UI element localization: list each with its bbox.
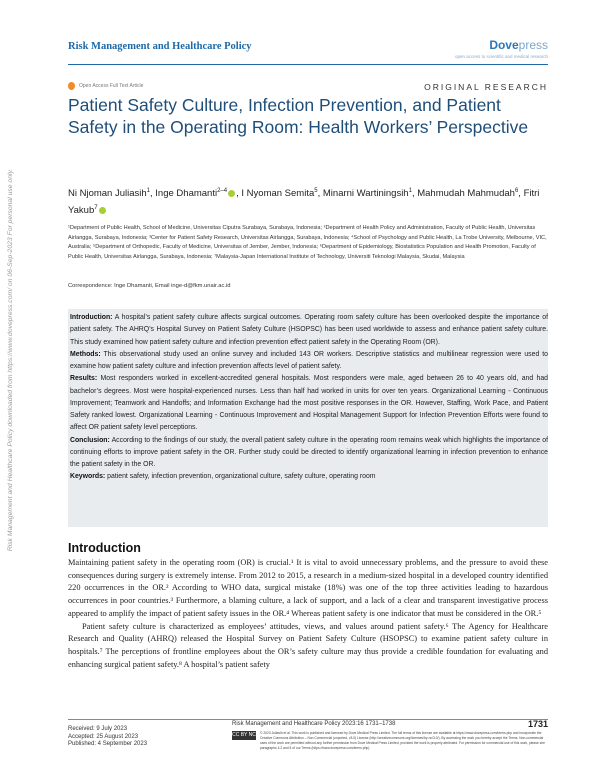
author-affiliation-marker: 1 (146, 188, 151, 194)
affiliations: ¹Department of Public Health, School of Medicine, Universitas Ciputra Surabaya, Surabaya, Indonesia; ²Department of Health Policy and Administration, Faculty of Public Health, Universitas Airlangga, Surabaya, Indonesia; ³Center for Patient Safety Research, Universitas Airlangga, Surabaya, Indonesia; ⁴School of Psychology and Public Health, La Trobe University, Melbourne, VIC, Australia; ⁵Department of Orthopedic, Faculty of Medicine, Universitas of Jember, Jember, Indonesia; ⁶Department of Epidemiology, Biostatistics Population and Health Promotion, Faculty of Public Health, Universitas Airlangga, Surabaya, Indonesia; ⁷Malaysia-Japan International Institute of Technology, Universiti Teknologi Malaysia, Skudai, Malaysia (68, 225, 547, 260)
abstract-section: Methods: This observational study used an online survey and included 143 OR workers. Descriptive statistics and multilinear regression were used to examine how patient safety culture and infection prevention affects level of patient safety. (70, 350, 548, 370)
citation: Risk Management and Healthcare Policy 2023:16 1731–1738 (232, 721, 396, 727)
introduction-heading: Introduction (68, 541, 141, 555)
introduction-body (68, 557, 548, 671)
author: Fitri Yakub (68, 188, 540, 217)
author: Mahmudah Mahmudah (417, 188, 515, 200)
author-affiliation-marker: 2–4 (217, 188, 228, 194)
abstract-section: Results: Most responders worked in excellent-accredited general hospitals. Most responders were male, aged between 26 to 40 years old, and had bachelor’s degrees. Most were hospital-experienced nurses. Less than half had worked in units for over ten years. Organizational Learning - Continuous Improvement; Teamwork and Handoffs; and Information Exchange had the most positive responses in the OR. However, Staffing, Work Pace, and Patient Safety ranked lowest. Organizational Learning - Continuous Improvement and Hospital Management Support for Infection Prevention Efforts were found to affect OR patient safety level perceptions. (70, 375, 548, 432)
orcid-icon[interactable] (99, 207, 106, 214)
open-access-label: Open Access Full Text Article (68, 82, 143, 90)
open-access-icon (68, 82, 75, 90)
author-affiliation-marker: 6 (514, 188, 519, 194)
journal-name: Risk Management and Healthcare Policy (68, 41, 252, 52)
header-rule (68, 64, 548, 65)
publisher-logo (455, 38, 548, 59)
page-number: 1731 (527, 719, 548, 729)
abstract (70, 312, 548, 484)
author-affiliation-marker: 1 (408, 188, 412, 194)
download-side-note: Risk Management and Healthcare Policy downloaded from https://www.dovepress.com/ on 06-Sep-2023 For personal use only. (7, 168, 14, 552)
publisher-name: Dovepress (489, 38, 548, 52)
paragraph: Patient safety culture is characterized as employees’ attitudes, views, and values around patient safety.⁶ The Agency for Healthcare Research and Quality (AHRQ) released the Hospital Survey on Patient Safety Culture (HSOPSC) to examine patient safety culture in hospitals.⁷ The perceptions of frontline employees about the OR’s safety culture may thus provide a credible foundation for evaluating and enhancing surgical patient safety.⁸ A hospital’s patient safety (68, 621, 548, 669)
cc-license-badge: CC BY NC (232, 732, 256, 738)
paragraph: Maintaining patient safety in the operating room (OR) is crucial.¹ It is vital to avoid unnecessary problems, and the pressure to avoid these consequences during surgery is extremely intense. From 2012 to 2015, a research in a medium-sized hospital in a developed country identified 220 occurrences in the OR.² According to WHO data, surgical mistake (18%) was one of the top three activities leading to hazardous occurrences in poor countries.³ Furthermore, a blaming culture, a lack of support, and a lack of a clear and transparent investigative process appeared to amplify the impact of patient safety issues in the OR.⁴ Whereas patient safety is one indicator that must be considered in the OR.⁵ (68, 558, 548, 618)
section-label: ORIGINAL RESEARCH (424, 82, 548, 92)
correspondence: Correspondence: Inge Dhamanti, Email inge-d@fkm.unair.ac.id (68, 283, 231, 289)
abstract-section: Keywords: patient safety, infection prevention, organizational culture, safety culture, operating room (70, 473, 376, 481)
author: Ni Njoman Juliasih (68, 188, 147, 200)
orcid-icon[interactable] (228, 190, 235, 197)
author: I Nyoman Semita (241, 188, 315, 200)
author: Inge Dhamanti (155, 188, 218, 200)
author-affiliation-marker: 7 (94, 205, 98, 212)
abstract-section: Introduction: A hospital’s patient safety culture affects surgical outcomes. Operating room safety culture has been overlooked despite the importance of patient safety. The AHRQ’s Hospital Survey on Patient Safety Culture (HSOPSC) has been used worldwide to assess and enhance patient safety culture. This study examined how patient safety culture and infection prevention effect patient safety in the Operating Room (OR). (70, 314, 548, 346)
abstract-section: Conclusion: According to the findings of our study, the overall patient safety culture in the operating room remains weak which highlights the importance of continuing efforts to improve patient safety in the OR. Further study could be directed to identify organizational learning in infection prevention to enhance the patient safety in the OR. (70, 436, 548, 468)
author-affiliation-marker: 5 (314, 188, 318, 194)
publication-dates: Received: 9 July 2023 Accepted: 25 August 2023 Published: 4 September 2023 (68, 726, 148, 747)
publisher-tagline: open access to scientific and medical research (454, 54, 548, 59)
author: Minarni Wartiningsih (322, 188, 409, 200)
author-list: Ni Njoman Juliasih$^1$, Inge Dhamanti$^{2-4}$ , I Nyoman Semita$^5$, Minarni Wartiningsih$^1$, Mahmudah Mahmudah$^6$, Fitri Yakub$^7$ (68, 188, 540, 217)
footer-rule (68, 719, 548, 720)
article-title: Patient Safety Culture, Infection Prevention, and Patient Safety in the Operating Room: Health Workers’ Perspective (68, 95, 529, 137)
license-text: © 2023 Juliasih et al. This work is published and licensed by Dove Medical Press Limited. The full terms of this license are available at https://www.dovepress.com/terms.php and incorporate the Creative Commons Attribution – Non Commercial (unported, v3.0) License (http://creativecommons.org/licenses/by-nc/3.0/). By accessing the work you hereby accept the Terms. Non-commercial uses of the work are permitted without any further permission from Dove Medical Press Limited, provided the work is properly attributed. For permission for commercial use of this work, please see paragraphs 4.2 and 5 of our Terms (https://www.dovepress.com/terms.php). (260, 731, 545, 750)
